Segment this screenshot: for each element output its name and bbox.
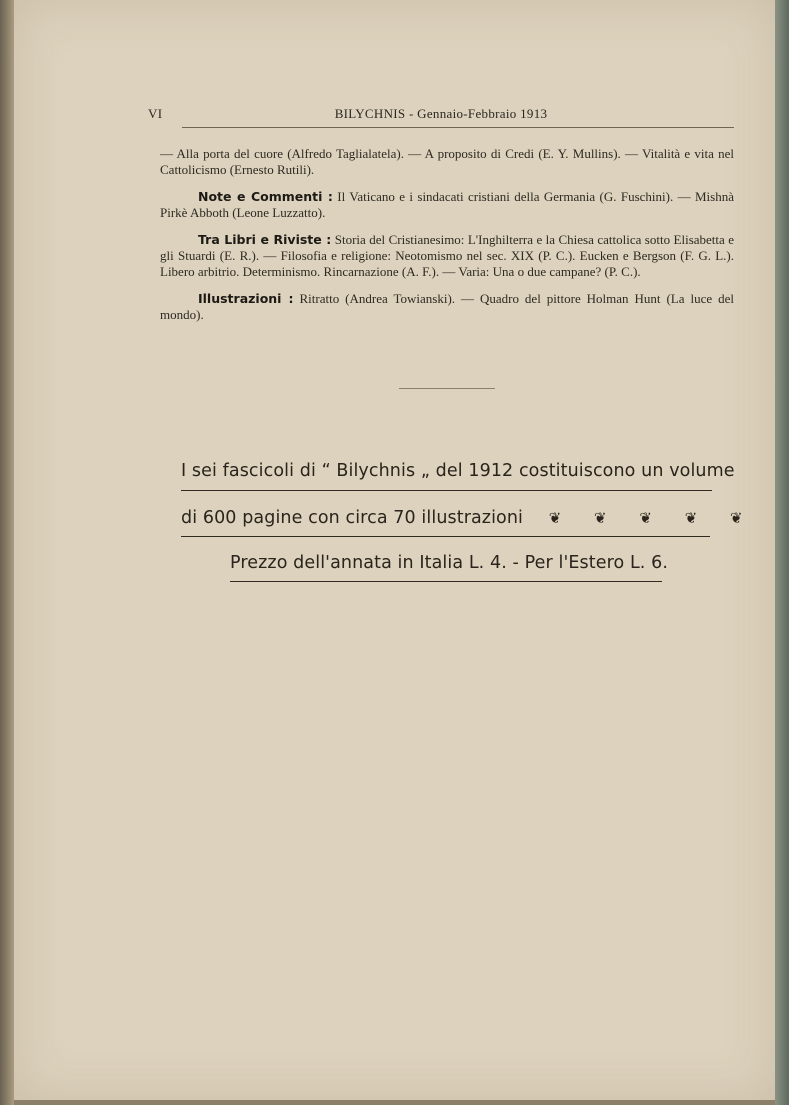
contents-text: Ritratto (Andrea Towianski). — Quadro del pittore Holman Hunt (La luce del mondo). — [160, 291, 734, 322]
advert-line-1: I sei fascicoli di “ Bilychnis „ del 1912 costituiscono un volume — [181, 461, 735, 481]
header-rule — [182, 127, 734, 128]
section-lead: Illustrazioni : — [198, 291, 294, 306]
advert-rule-2 — [181, 536, 710, 537]
floral-ornament-icon: ❦ ❦ ❦ ❦ ❦ — [548, 509, 757, 527]
advert-line-2-text: di 600 pagine con circa 70 illustrazioni — [181, 508, 524, 528]
table-of-contents — [160, 146, 734, 334]
contents-text: Storia del Cristianesimo: L'Inghilterra e la Chiesa cattolica sotto Elisabetta e gli Stuardi (E. R.). — Filosofia e religione: Neotomismo nel sec. XIX (P. C.). Eucken e Bergson (F. G. L.). Libero arbitrio. Determinismo. Rincarnazione (A. F.). — Varia: Una o due campane? (P. C.). — [160, 232, 735, 279]
advert-rule-1 — [181, 490, 712, 491]
running-title: BILYCHNIS - Gennaio-Febbraio 1913 — [334, 106, 548, 121]
page-number: VI — [148, 106, 163, 121]
page-right-edge — [775, 0, 789, 1105]
advert-line-2 — [181, 508, 757, 528]
page-left-edge — [0, 0, 14, 1105]
contents-text: Il Vaticano e i sindacati cristiani della Germania (G. Fuschini). — Mishnà Pirkè Abboth (Leone Luzzatto). — [160, 189, 735, 220]
section-lead: Tra Libri e Riviste : — [198, 232, 332, 247]
section-lead: Note e Commenti : — [198, 189, 333, 204]
section-separator — [399, 388, 495, 389]
contents-entry — [160, 232, 734, 280]
advert-rule-3 — [230, 581, 662, 582]
contents-entry — [160, 291, 734, 323]
contents-text: — Alla porta del cuore (Alfredo Taglialatela). — A proposito di Credi (E. Y. Mullins). — Vitalità e vita nel Cattolicismo (Ernesto Rutili). — [160, 146, 734, 177]
advert-line-3: Prezzo dell'annata in Italia L. 4. - Per l'Estero L. 6. — [230, 553, 669, 573]
contents-entry — [160, 189, 734, 221]
contents-entry — [160, 146, 734, 178]
